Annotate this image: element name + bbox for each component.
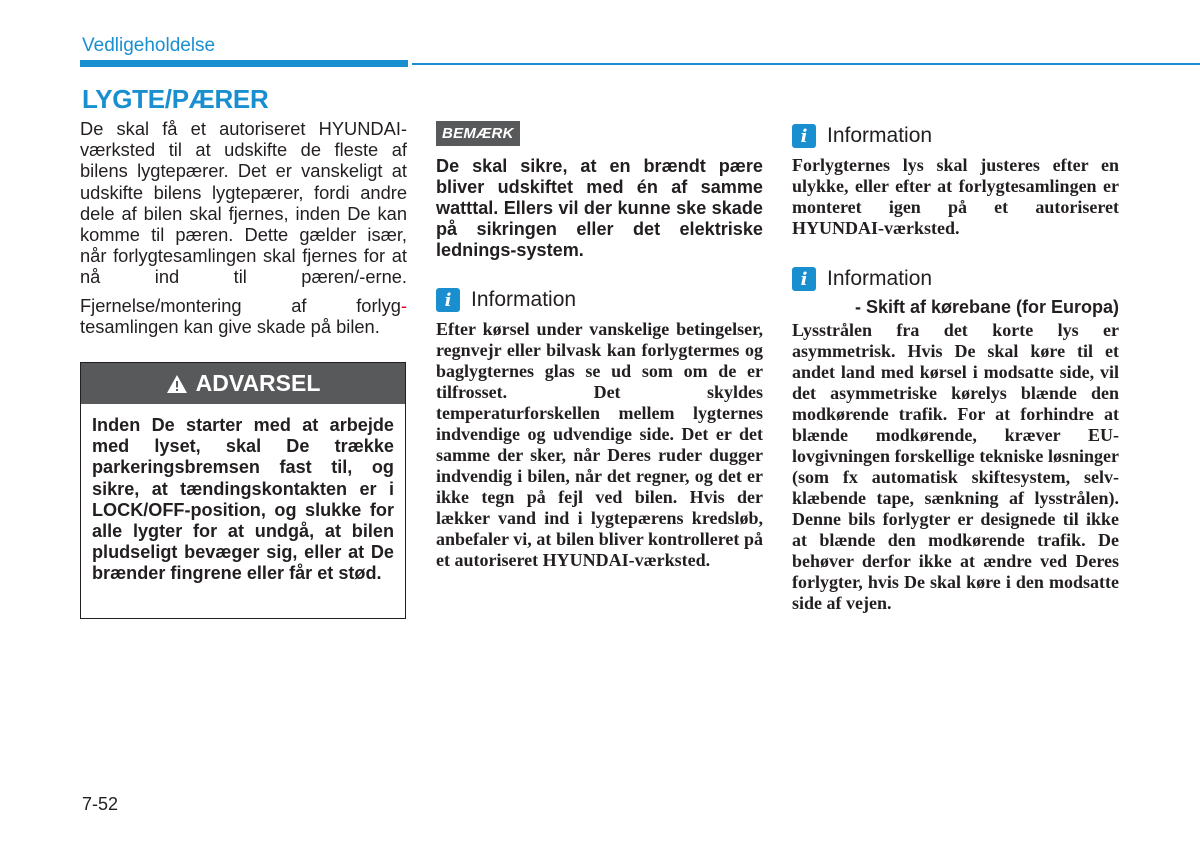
note-badge: BEMÆRK [436,121,520,146]
column-right [792,123,1119,614]
info-header-1 [436,287,763,313]
info-title-2: Information [827,124,933,147]
page-number: 7-52 [82,794,119,814]
info-header-2 [792,123,1119,149]
info-text-1: Efter kørsel under vanskelige betingelser, regnvejr eller bilvask kan forlygtermes og baglygternes glas se ud som om de er tilfrosset. Det skyldes temperaturforskellen mellem lygternes indvendige og udvendige side. Det er det samme der sker, når Deres ruder dugger indvendig i bilen, når det regner, og det er ikke tegn på fejl ved bilen. Hvis der lækker vand ind i lygtepærens kredsløb, anbefaler vi, at bilen bliver kontrolleret på et autoriseret HYUNDAI-værksted. [436,319,763,570]
info-text-2: Forlygternes lys skal justeres efter en ulykke, eller efter at forlygtesamlingen er monteret igen på et autoriseret HYUNDAI-værksted. [792,155,1119,238]
warning-triangle-icon [166,374,188,394]
info-title-1: Information [471,288,577,311]
info-icon: i [436,288,460,312]
hyphen-mark: - [400,294,407,316]
column-middle [436,121,763,571]
intro-paragraph: De skal få et autoriseret HYUNDAI-værksted til at udskifte de fleste af bilens lygtepærer. Det er vanskeligt at udskifte bilens lygtepærer, fordi andre dele af bilen skal fjernes, inden De kan komme til pæren. Dette gælder især, når forlygtesamlingen skal fjernes for at nå ind til pæren/-erne. [80,118,407,288]
note-text: De skal sikre, at en brændt pære bliver udskiftet med én af samme watttal. Ellers vil der kunne ske skade på sikringen eller det elektriske lednings-system. [436,156,763,260]
info-title-3: Information [827,267,933,290]
info-icon: i [792,124,816,148]
info-header-3 [792,266,1119,292]
removal-paragraph [80,295,407,337]
removal-paragraph-end: tesamlingen kan give skade på bilen. [80,315,380,337]
info-block-1 [436,287,763,571]
page-title: LYGTE/PÆRER [82,84,269,114]
warning-text: Inden De starter med at arbejde med lyset, skal De trække parkeringsbremsen fast til, og sikre, at tændingskontakten er i LOCK/OFF-position, og slukke for alle lygter for at undgå, at bilen pludseligt bevæger sig, eller at De brænder fingrene eller får et stød. [92,415,394,584]
section-header: Vedligeholdelse [82,35,216,56]
info-block-2 [792,123,1119,239]
removal-paragraph-start: Fjernelse/montering af forlyg [80,294,401,316]
info-text-3: Lysstrålen fra det korte lys er asymmetrisk. Hvis De skal køre til et andet land med kørsel i modsatte side, vil det asymmetriske kørelys blænde den modkørende trafik. For at forhindre at blænde modkørende, kræver EU-lovgivningen forskellige tekniske løsninger (som fx automatisk skiftesystem, selv-klæbende tape, sænkning af lysstrålen). Denne bils forlygter er designede til ikke at blænde den modkørende trafik. De behøver derfor ikke at ændre ved Deres forlygter, hvis De skal køre i den modsatte side af vejen. [792,320,1119,613]
info-subtitle-3: - Skift af kørebane (for Europa) [854,297,1119,317]
info-icon: i [792,267,816,291]
header-rule-thin [412,63,1200,65]
info-block-3 [792,266,1119,614]
column-left [80,118,407,619]
warning-title: ADVARSEL [195,370,321,397]
warning-box [80,362,406,619]
warning-header [81,363,405,404]
header-rule-thick [80,60,408,67]
